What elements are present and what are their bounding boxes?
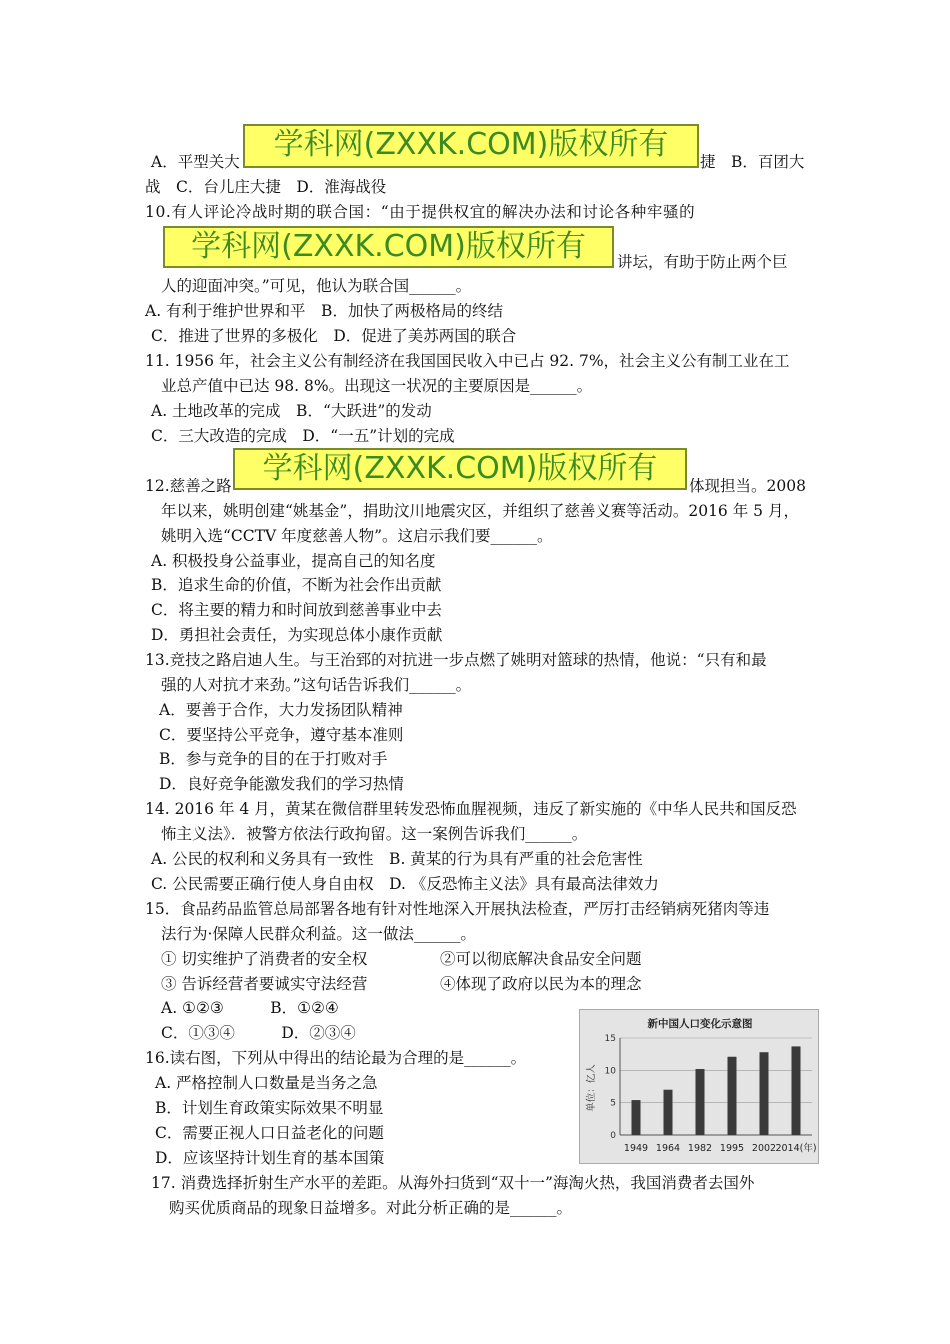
- q17-stem-2: 购买优质商品的现象日益增多。对此分析正确的是______。: [169, 1199, 573, 1217]
- q16-option-c: C．需要正视人口日益老化的问题: [155, 1124, 384, 1142]
- chart-bar: [696, 1069, 705, 1135]
- chart-ytick-label: 15: [604, 1034, 616, 1044]
- q12-stem-2: 年以来，姚明创建“姚基金”，捐助汶川地震灾区，并组织了慈善义赛等活动。2016 年 5 月，: [161, 502, 799, 520]
- q11-options-ab: A. 土地改革的完成 B．“大跃进”的发动: [151, 402, 432, 420]
- chart-bars: [632, 1046, 801, 1135]
- q15-stem-2: 法行为·保障人民群众利益。这一做法______。: [161, 925, 476, 943]
- q10-stem-2: 讲坛，有助于防止两个巨: [617, 253, 788, 271]
- q13-stem-1: 13.竞技之路启迪人生。与王治郅的对抗进一步点燃了姚明对篮球的热情，他说：“只有和最: [145, 651, 767, 669]
- watermark-1: 学科网(ZXXK.COM)版权所有: [243, 124, 699, 168]
- chart-bar: [632, 1100, 641, 1135]
- q15-stem-1: 15．食品药品监管总局部署各地有针对性地深入开展执法检查，严厉打击经销病死猪肉等违: [145, 900, 770, 918]
- q12-stem-3: 姚明入选“CCTV 年度慈善人物”。这启示我们要______。: [161, 527, 553, 545]
- q10-options-cd: C．推进了世界的多极化 D．促进了美苏两国的联合: [151, 327, 517, 345]
- population-chart: [579, 1009, 819, 1164]
- q10-stem-1: 10.有人评论冷战时期的联合国：“由于提供权宜的解决办法和讨论各种牢骚的: [145, 203, 696, 221]
- q15-item-4: ④体现了政府以民为本的理念: [440, 975, 642, 993]
- q16-option-d: D．应该坚持计划生育的基本国策: [155, 1149, 385, 1167]
- q9-line-1a: A．平型关大: [151, 153, 240, 171]
- chart-bar: [664, 1090, 673, 1135]
- q12-stem-1a: 12.慈善之路: [145, 477, 232, 495]
- q9-line-1b: 捷 B．百团大: [700, 153, 805, 171]
- q12-option-b: B．追求生命的价值，不断为社会作出贡献: [151, 576, 442, 594]
- chart-ylabel-group: [585, 1064, 597, 1112]
- chart-ytick-label: 5: [610, 1098, 616, 1109]
- q13-stem-2: 强的人对抗才来劲。”这句话告诉我们______。: [161, 676, 472, 694]
- q15-options-ab: A. ①②③ B．①②④: [161, 999, 339, 1017]
- chart-ylabel: 单位：亿人: [586, 1064, 597, 1112]
- q13-option-b: B．参与竞争的目的在于打败对手: [159, 750, 388, 768]
- chart-title: 新中国人口变化示意图: [647, 1018, 753, 1030]
- q15-item-3: ③ 告诉经营者要诚实守法经营: [161, 975, 368, 993]
- q14-options-cd: C. 公民需要正确行使人身自由权 D. 《反恐怖主义法》具有最高法律效力: [151, 875, 659, 893]
- q10-options-ab: A. 有利于维护世界和平 B．加快了两极格局的终结: [145, 302, 503, 320]
- q9-line-2: 战 C．台儿庄大捷 D．淮海战役: [145, 178, 387, 196]
- population-chart-svg: [580, 1010, 818, 1163]
- q14-stem-1: 14. 2016 年 4 月，黄某在微信群里转发恐怖血腥视频，违反了新实施的《中华人民共和国反恐: [145, 800, 797, 818]
- chart-ytick-label: 10: [604, 1066, 616, 1077]
- q16-option-b: B．计划生育政策实际效果不明显: [155, 1099, 384, 1117]
- watermark-2: 学科网(ZXXK.COM)版权所有: [163, 226, 614, 268]
- q14-stem-2: 怖主义法》．被警方依法行政拘留。这一案例告诉我们______。: [161, 825, 588, 843]
- q10-stem-3: 人的迎面冲突。”可见，他认为联合国______。: [161, 277, 472, 295]
- chart-bar: [792, 1046, 801, 1135]
- q13-option-d: D．良好竞争能激发我们的学习热情: [159, 775, 404, 793]
- q12-option-d: D．勇担社会责任，为实现总体小康作贡献: [151, 626, 443, 644]
- q12-stem-1b: 体现担当。2008: [689, 477, 806, 495]
- q13-option-c: C．要坚持公平竞争，遵守基本准则: [159, 726, 404, 744]
- q12-option-a: A. 积极投身公益事业，提高自己的知名度: [151, 552, 436, 570]
- q11-stem-1: 11. 1956 年，社会主义公有制经济在我国国民收入中已占 92. 7%，社会主义公有制工业在工: [145, 352, 790, 370]
- chart-xtick-label: 1982: [687, 1143, 713, 1154]
- chart-ytick-label: 0: [610, 1131, 616, 1141]
- q14-options-ab: A. 公民的权利和义务具有一致性 B. 黄某的行为具有严重的社会危害性: [151, 850, 643, 868]
- watermark-3: 学科网(ZXXK.COM)版权所有: [233, 448, 687, 490]
- chart-labels: [624, 1142, 817, 1154]
- q13-option-a: A．要善于合作，大力发扬团队精神: [159, 701, 403, 719]
- chart-xtick-label: 1995: [719, 1143, 745, 1154]
- q17-stem-1: 17. 消费选择折射生产水平的差距。从海外扫货到“双十一”海淘火热，我国消费者去国外: [151, 1174, 755, 1192]
- q15-item-1: ① 切实维护了消费者的安全权: [161, 950, 368, 968]
- q11-stem-2: 业总产值中已达 98. 8%。出现这一状况的主要原因是______。: [161, 377, 593, 395]
- chart-xtick-label: 1964: [655, 1143, 681, 1154]
- chart-bar: [760, 1052, 769, 1135]
- q12-option-c: C．将主要的精力和时间放到慈善事业中去: [151, 601, 442, 619]
- chart-xtick-label: 2002: [751, 1143, 777, 1154]
- chart-bar: [728, 1057, 737, 1135]
- q15-options-cd: C．①③④ D．②③④: [161, 1024, 356, 1042]
- q15-item-2: ②可以彻底解决食品安全问题: [440, 950, 642, 968]
- q11-options-cd: C．三大改造的完成 D．“一五”计划的完成: [151, 427, 455, 445]
- q16-stem: 16.读右图，下列从中得出的结论最为合理的是______。: [145, 1049, 527, 1067]
- chart-xtick-label: 1949: [623, 1143, 649, 1154]
- q16-option-a: A. 严格控制人口数量是当务之急: [155, 1074, 378, 1092]
- chart-xtick-label: 2014(年): [775, 1143, 817, 1154]
